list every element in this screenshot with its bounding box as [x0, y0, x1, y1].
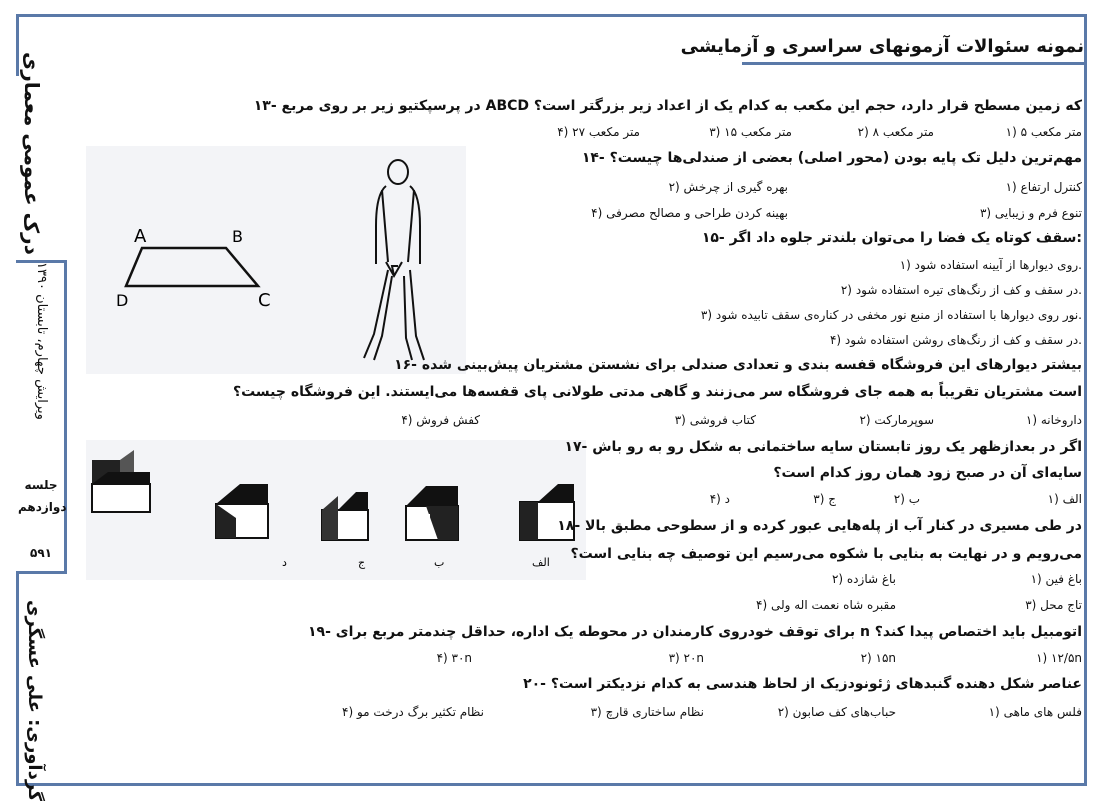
page-border-left-upper — [16, 14, 19, 76]
page-title: نمونه سئوالات آزمونهای سراسری و آزمایشی — [680, 36, 1084, 57]
q19-option-3: ۳) ۲۰n — [668, 651, 704, 665]
q14-option-3: ۳) تنوع فرم و زیبایی — [979, 206, 1082, 220]
q19-option-2: ۲) ۱۵n — [860, 651, 896, 665]
q15-option-1: ۱) روی دیوارها از آیینه استفاده شود. — [899, 258, 1082, 272]
edition-info: ویرایش چهارم، تابستان ۱۳۹۰ — [34, 262, 49, 420]
page-border-bottom — [16, 783, 1087, 786]
session-line2: دوازدهم — [18, 500, 67, 514]
label-b: B — [232, 227, 243, 246]
label-option-d: د — [282, 556, 287, 569]
q20-option-1: ۱) فلس های ماهی — [988, 705, 1082, 719]
q15-option-2: ۲) در سقف و کف از رنگ‌های تیره استفاده شود. — [840, 283, 1082, 297]
question-16-line1: ۱۶- بیشتر دیوارهای این فروشگاه قفسه بندی و تعدادی صندلی برای نشستن مشتریان پیش‌بینی شده — [394, 357, 1082, 373]
question-14: ۱۴- مهم‌ترین دلیل تک پایه بودن (محور اصلی) بعضی از صندلی‌ها چیست؟ — [581, 150, 1082, 166]
standing-man-sketch — [364, 160, 424, 360]
q15-option-3: ۳) نور روی دیوارها با استفاده از منبع نور مخفی در کناره‌ی سقف تابیده شود. — [700, 308, 1082, 322]
book-title: درک عمومی معماری — [20, 52, 44, 255]
q17-option-2: ۲) ب — [893, 492, 920, 506]
label-option-b: ب — [434, 556, 445, 569]
q17-option-4: ۴) د — [709, 492, 730, 506]
page-border-top — [16, 14, 1084, 17]
question-18-line1: ۱۸- در طی مسیری در کنار آب از پله‌هایی عبور کرده و از سطوحی مطبق بالا — [557, 518, 1082, 534]
q13-option-4: ۴) ۲۷ متر مکعب — [557, 125, 640, 139]
q13-option-3: ۳) ۱۵ متر مکعب — [709, 125, 792, 139]
q16-option-2: ۲) سوپرمارکت — [859, 413, 934, 427]
q14-option-1: ۱) کنترل ارتفاع — [1005, 180, 1082, 194]
perspective-drawing — [86, 146, 466, 374]
question-13: ۱۳- در پرسپکتیو زیر بر روی مربع ABCD که زمین مسطح قرار دارد، حجم این مکعب به کدام یک از اعداد زیر بزرگتر است؟ — [253, 98, 1082, 114]
q20-option-3: ۳) نظام ساختاری قارچ — [590, 705, 704, 719]
q14-option-4: ۴) بهینه کردن طراحی و مصالح مصرفی — [591, 206, 788, 220]
perspective-figure — [86, 146, 466, 374]
session-line1: جلسه — [24, 478, 58, 492]
q16-option-4: ۴) کفش فروش — [401, 413, 480, 427]
reference-building — [92, 450, 150, 512]
label-d: D — [116, 291, 129, 310]
label-a: A — [134, 226, 147, 247]
q14-option-2: ۲) بهره گیری از چرخش — [668, 180, 788, 194]
page-border-left-lower — [16, 568, 19, 785]
question-18-line2: می‌رویم و در نهایت به بنایی با شکوه می‌رسیم این توصیف چه بنایی است؟ — [570, 546, 1082, 562]
q17-option-1: ۱) الف — [1047, 492, 1082, 506]
question-17-line1: ۱۷- اگر در بعدازظهر یک روز تابستان سایه ساختمانی به شکل رو به رو باش — [564, 439, 1082, 455]
q19-option-1: ۱) ۱۲/۵n — [1036, 651, 1082, 665]
q19-option-4: ۴) ۳۰n — [436, 651, 472, 665]
q20-option-4: ۴) نظام تکثیر برگ درخت مو — [342, 705, 484, 719]
q15-option-4: ۴) در سقف و کف از رنگ‌های روشن استفاده شود. — [829, 333, 1082, 347]
shadow-drawing — [86, 440, 586, 580]
title-underline — [742, 62, 1084, 65]
q20-option-2: ۲) حباب‌های کف صابون — [777, 705, 896, 719]
compiler-credit: گردآوری: علی عسگری — [24, 600, 45, 801]
shadow-option-b — [406, 486, 458, 540]
q18-option-4: ۴) مقبره شاه نعمت اله ولی — [756, 598, 896, 612]
question-19: ۱۹- برای توقف خودروی کارمندان در محوطه یک اداره، حداقل چندمتر مربع برای n اتومبیل باید اختصاص پیدا کند؟ — [308, 624, 1082, 640]
label-option-alef: الف — [532, 556, 550, 569]
shadow-option-d — [216, 484, 268, 538]
q13-option-2: ۲) ۸ متر مکعب — [857, 125, 934, 139]
q16-option-3: ۳) کتاب فروشی — [674, 413, 756, 427]
session-label — [18, 474, 67, 518]
page-border-right — [1084, 14, 1087, 785]
question-17-line2: سایه‌ای آن در صبح زود همان روز کدام است؟ — [773, 465, 1082, 481]
shadow-figure — [86, 440, 586, 580]
q17-option-3: ۳) ج — [813, 492, 836, 506]
page-number: ۵۹۱ — [30, 546, 52, 560]
question-16-line2: است مشتریان تقریباً به همه جای فروشگاه سر می‌زنند و گاهی مدتی طولانی پای قفسه‌ها می‌ایستند. این فروشگاه چیست؟ — [232, 384, 1082, 400]
square-abcd — [126, 248, 258, 286]
q18-option-2: ۲) باغ شازده — [831, 572, 896, 586]
q18-option-3: ۳) تاج محل — [1025, 598, 1082, 612]
question-20: ۲۰- عناصر شکل دهنده گنبدهای ژئونودزیک از لحاظ هندسی به کدام نزدیکتر است؟ — [523, 676, 1082, 692]
question-15: ۱۵- سقف کوتاه یک فضا را می‌توان بلندتر جلوه داد اگر: — [701, 230, 1082, 246]
q18-option-1: ۱) باغ فین — [1030, 572, 1082, 586]
label-option-j: ج — [358, 556, 366, 569]
label-c: C — [258, 290, 271, 311]
shadow-option-j — [322, 492, 368, 540]
q16-option-1: ۱) داروخانه — [1025, 413, 1082, 427]
q13-option-1: ۱) ۵ متر مکعب — [1005, 125, 1082, 139]
